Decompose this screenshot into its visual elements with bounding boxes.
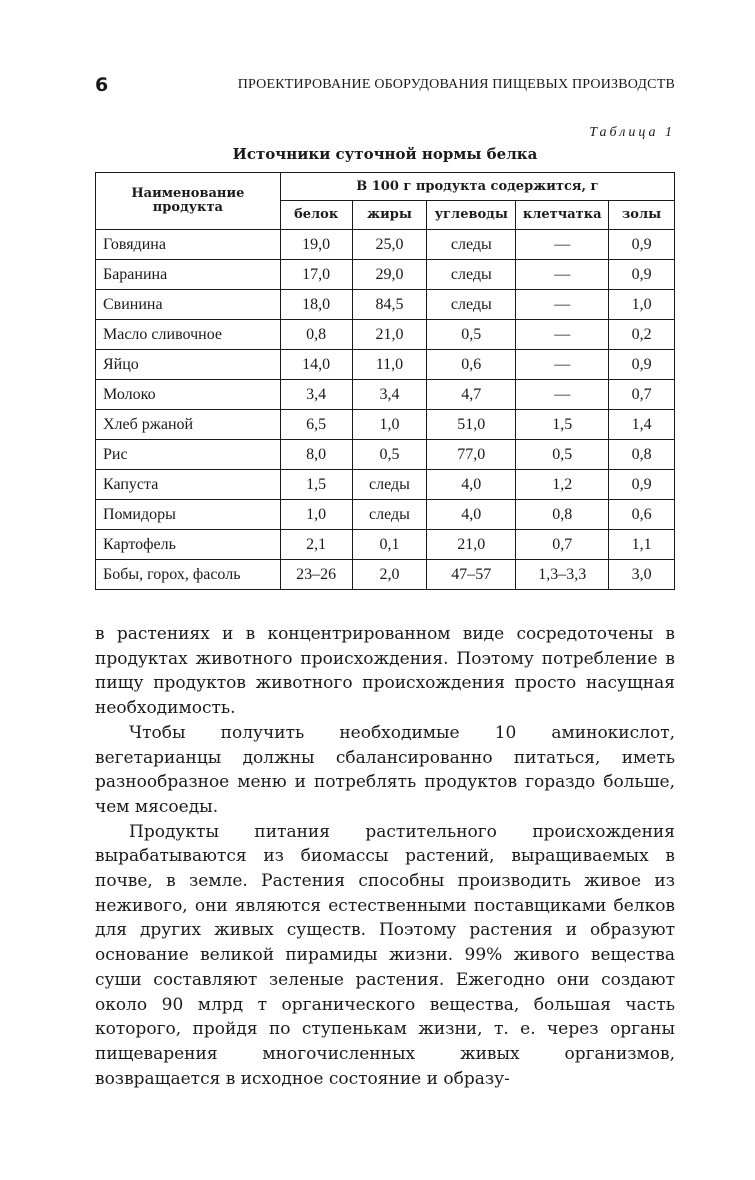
value-cell: 4,0 — [427, 470, 516, 500]
running-title: ПРОЕКТИРОВАНИЕ ОБОРУДОВАНИЯ ПИЩЕВЫХ ПРОИЗВОДСТВ — [237, 77, 675, 92]
column-header-ash: золы — [609, 201, 675, 230]
value-cell: следы — [427, 260, 516, 290]
value-cell: 0,5 — [352, 440, 427, 470]
value-cell: 3,0 — [609, 560, 675, 590]
value-cell: 0,5 — [516, 440, 609, 470]
column-header-name: Наименование продукта — [96, 173, 281, 230]
value-cell: 4,7 — [427, 380, 516, 410]
value-cell: 77,0 — [427, 440, 516, 470]
product-name-cell: Баранина — [96, 260, 281, 290]
value-cell: 11,0 — [352, 350, 427, 380]
table-row — [96, 320, 675, 350]
page-number: 6 — [95, 74, 109, 96]
value-cell: 0,9 — [609, 260, 675, 290]
value-cell: 1,2 — [516, 470, 609, 500]
value-cell: 3,4 — [352, 380, 427, 410]
value-cell: 0,9 — [609, 470, 675, 500]
table-row — [96, 350, 675, 380]
value-cell: 1,1 — [609, 530, 675, 560]
value-cell: 1,4 — [609, 410, 675, 440]
value-cell: 0,8 — [516, 500, 609, 530]
value-cell: 1,5 — [516, 410, 609, 440]
value-cell: 1,0 — [609, 290, 675, 320]
value-cell: 0,7 — [516, 530, 609, 560]
table-row — [96, 290, 675, 320]
value-cell: 21,0 — [352, 320, 427, 350]
column-header-protein: белок — [280, 201, 352, 230]
value-cell: 2,1 — [280, 530, 352, 560]
table-row — [96, 560, 675, 590]
table-row — [96, 500, 675, 530]
column-group-header: В 100 г продукта содержится, г — [280, 173, 674, 201]
value-cell: 23–26 — [280, 560, 352, 590]
product-name-cell: Молоко — [96, 380, 281, 410]
value-cell: 51,0 — [427, 410, 516, 440]
value-cell: 8,0 — [280, 440, 352, 470]
table-row — [96, 530, 675, 560]
value-cell: следы — [352, 500, 427, 530]
value-cell: следы — [427, 230, 516, 260]
product-name-cell: Бобы, горох, фасоль — [96, 560, 281, 590]
value-cell: 0,6 — [609, 500, 675, 530]
product-name-cell: Капуста — [96, 470, 281, 500]
paragraph: Продукты питания растительного происхождения вырабатываются из биомассы растений, выращиваемых в почве, в земле. Растения способны производить живое из неживого, они являются естественными поставщиками белков для других живых существ. Поэтому растения и образуют основание великой пирамиды жизни. 99% живого вещества суши составляют зеленые растения. Ежегодно они создают около 90 млрд т органического вещества, большая часть которого, пройдя по ступенькам жизни, т. е. через органы пищеварения многочисленных живых организмов, возвращается в исходное состояние и образу- — [95, 821, 675, 1089]
product-name-cell: Картофель — [96, 530, 281, 560]
value-cell: 0,9 — [609, 230, 675, 260]
value-cell: 14,0 — [280, 350, 352, 380]
paragraph: в растениях и в концентрированном виде сосредоточены в продуктах животного происхождения. Поэтому потребление в пищу продуктов животного происхождения просто насущная необходимость. — [95, 624, 675, 719]
value-cell: 1,3–3,3 — [516, 560, 609, 590]
value-cell: 0,1 — [352, 530, 427, 560]
value-cell: 1,0 — [280, 500, 352, 530]
value-cell: — — [516, 350, 609, 380]
value-cell: — — [516, 320, 609, 350]
body-text — [95, 622, 675, 1091]
value-cell: 29,0 — [352, 260, 427, 290]
value-cell: 6,5 — [280, 410, 352, 440]
table-row — [96, 470, 675, 500]
value-cell: 17,0 — [280, 260, 352, 290]
column-header-fiber: клетчатка — [516, 201, 609, 230]
table-row — [96, 230, 675, 260]
value-cell: 0,2 — [609, 320, 675, 350]
value-cell: 47–57 — [427, 560, 516, 590]
protein-sources-table — [95, 172, 675, 590]
value-cell: 0,9 — [609, 350, 675, 380]
value-cell: 19,0 — [280, 230, 352, 260]
column-header-carbs: углеводы — [427, 201, 516, 230]
table-body — [96, 230, 675, 590]
value-cell: — — [516, 230, 609, 260]
product-name-cell: Рис — [96, 440, 281, 470]
value-cell: следы — [352, 470, 427, 500]
table-row — [96, 380, 675, 410]
value-cell: 0,8 — [609, 440, 675, 470]
product-name-cell: Помидоры — [96, 500, 281, 530]
value-cell: 0,5 — [427, 320, 516, 350]
value-cell: 21,0 — [427, 530, 516, 560]
value-cell: — — [516, 290, 609, 320]
value-cell: 1,0 — [352, 410, 427, 440]
value-cell: 1,5 — [280, 470, 352, 500]
table-row — [96, 260, 675, 290]
table-label: Таблица 1 — [589, 125, 675, 140]
value-cell: — — [516, 260, 609, 290]
paragraph: Чтобы получить необходимые 10 аминокислот, вегетарианцы должны сбалансированно питаться, иметь разнообразное меню и потреблять продуктов гораздо больше, чем мясоеды. — [95, 722, 675, 817]
product-name-cell: Хлеб ржаной — [96, 410, 281, 440]
value-cell: 3,4 — [280, 380, 352, 410]
product-name-cell: Масло сливочное — [96, 320, 281, 350]
table-row — [96, 440, 675, 470]
value-cell: — — [516, 380, 609, 410]
value-cell: 0,8 — [280, 320, 352, 350]
column-header-fat: жиры — [352, 201, 427, 230]
table-row — [96, 410, 675, 440]
value-cell: 0,7 — [609, 380, 675, 410]
value-cell: 0,6 — [427, 350, 516, 380]
product-name-cell: Говядина — [96, 230, 281, 260]
value-cell: следы — [427, 290, 516, 320]
product-name-cell: Свинина — [96, 290, 281, 320]
product-name-cell: Яйцо — [96, 350, 281, 380]
value-cell: 2,0 — [352, 560, 427, 590]
table-title: Источники суточной нормы белка — [232, 145, 538, 163]
value-cell: 18,0 — [280, 290, 352, 320]
page-header — [95, 74, 675, 96]
value-cell: 84,5 — [352, 290, 427, 320]
value-cell: 4,0 — [427, 500, 516, 530]
value-cell: 25,0 — [352, 230, 427, 260]
